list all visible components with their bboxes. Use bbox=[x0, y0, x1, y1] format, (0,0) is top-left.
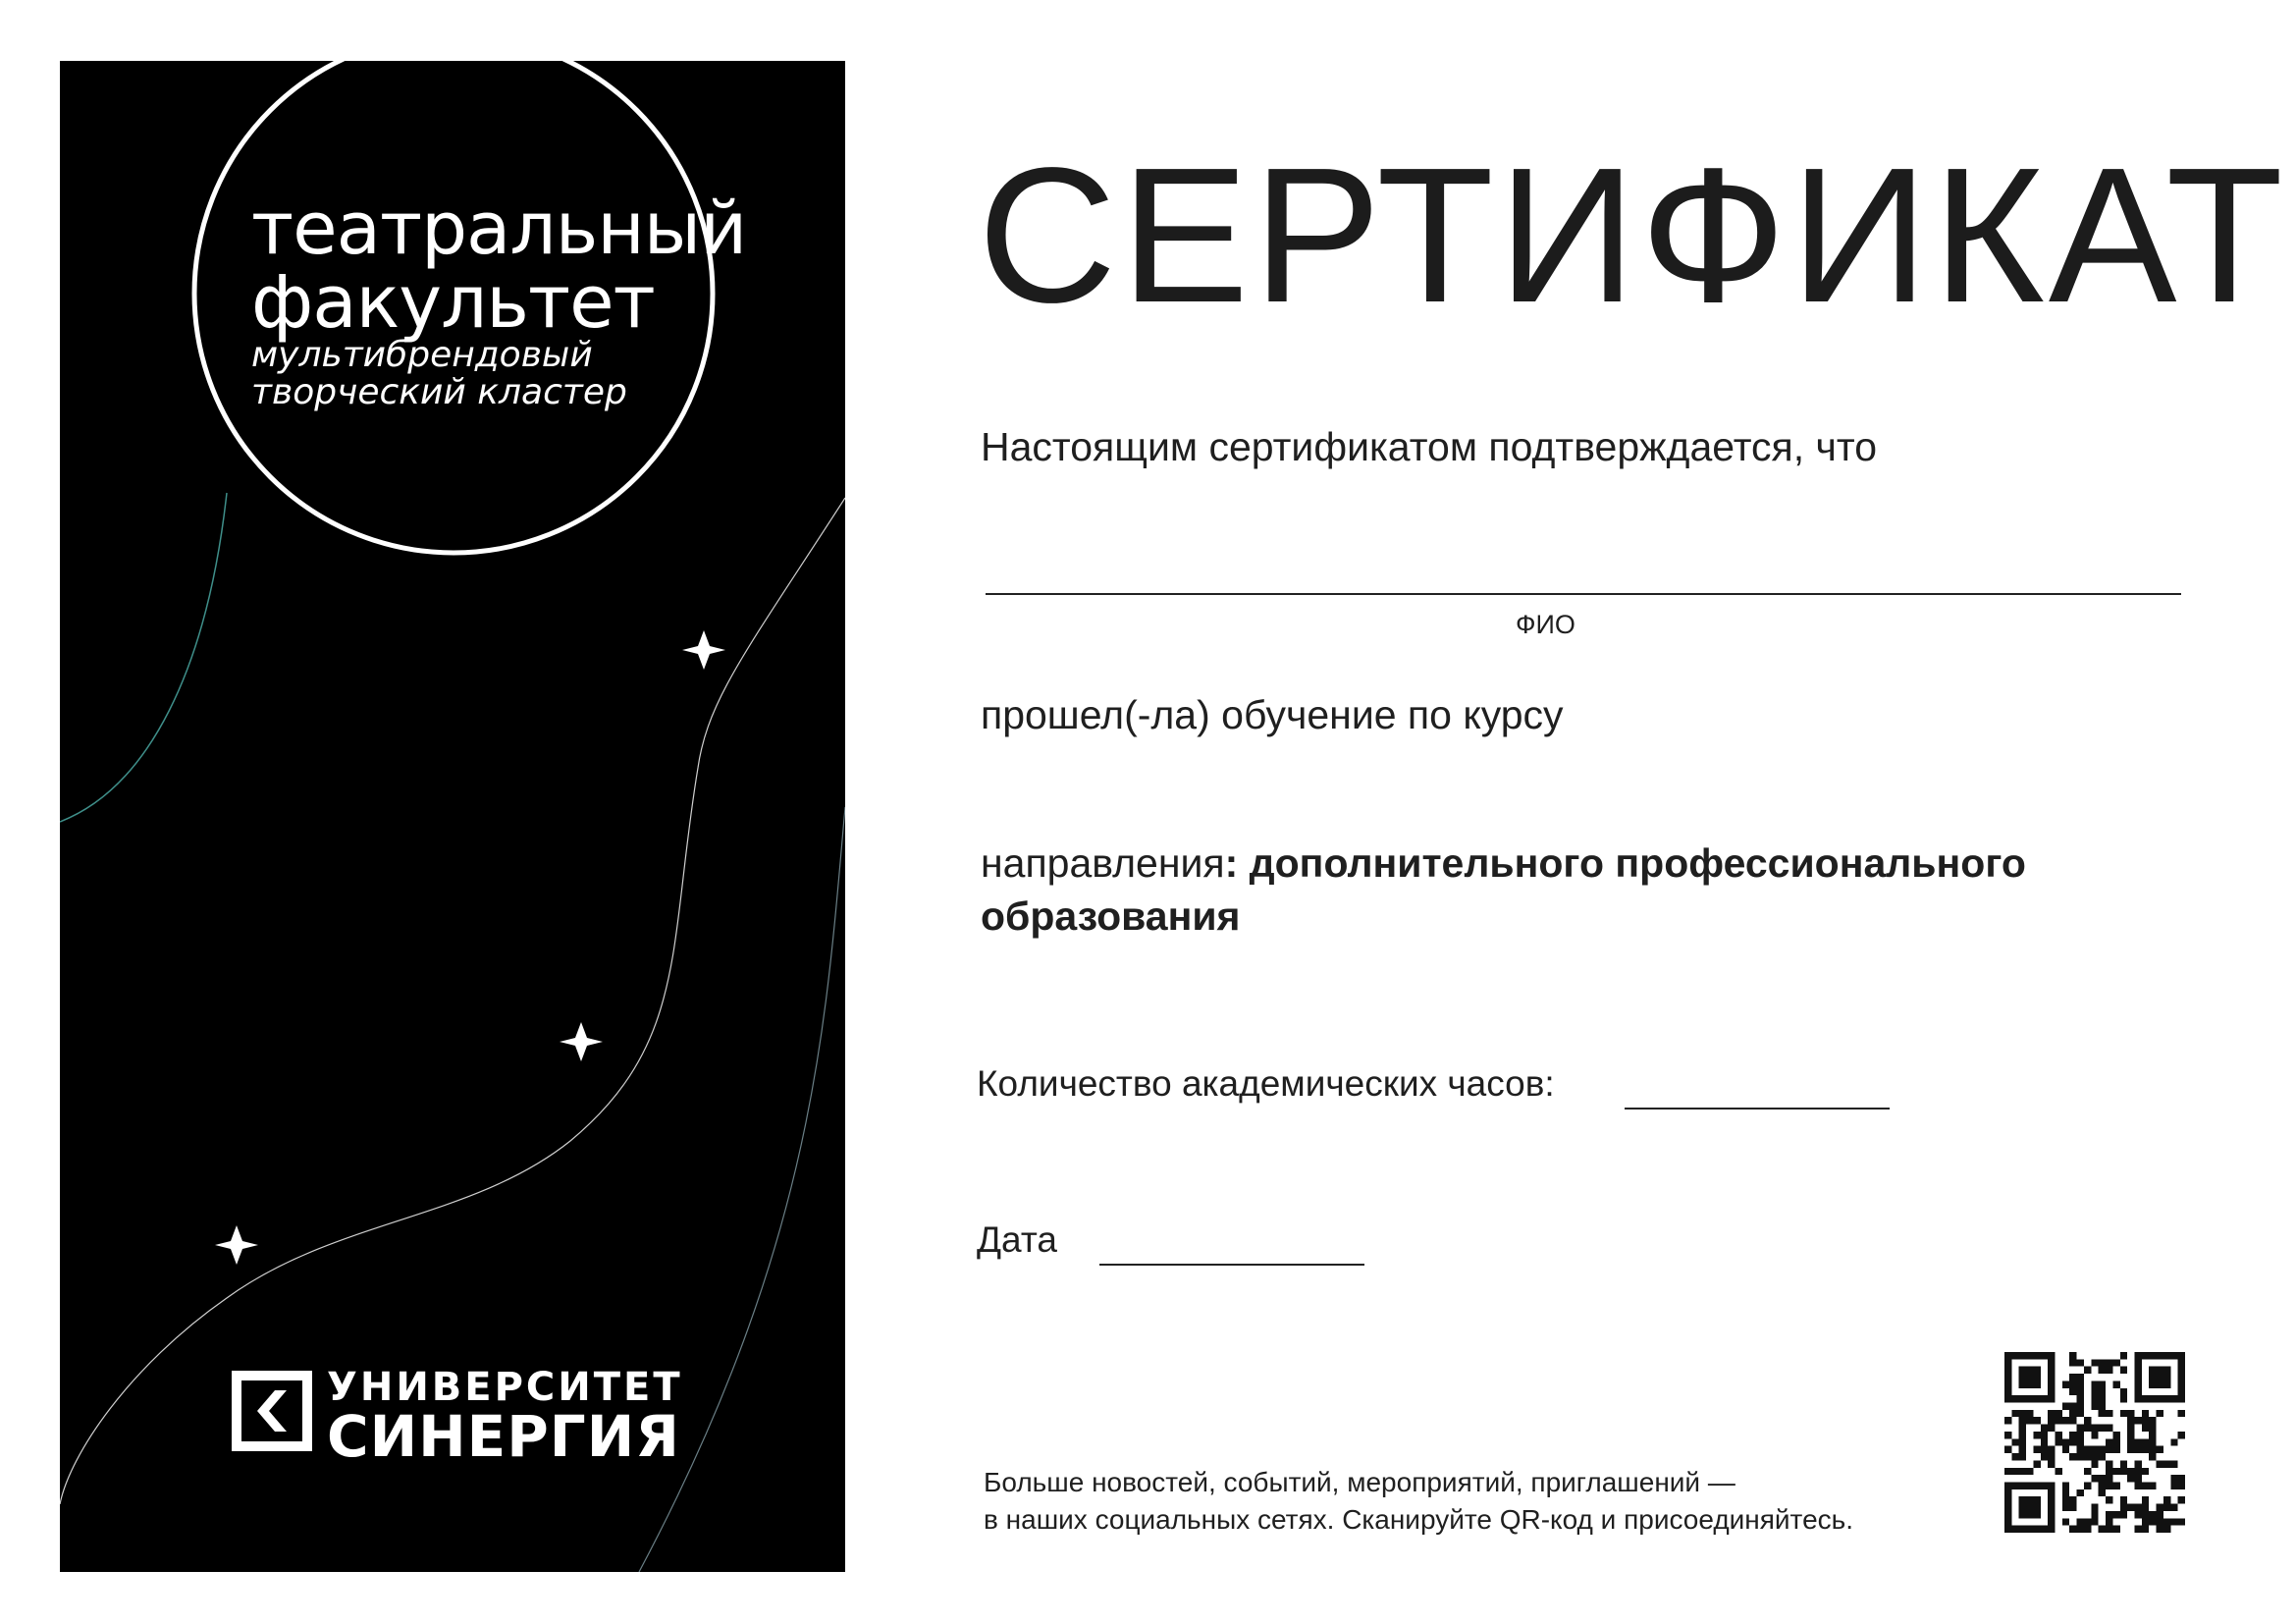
brand-panel bbox=[60, 61, 845, 1572]
intro-text: Настоящим сертификатом подтверждается, что bbox=[981, 424, 1878, 469]
brand-title-line1: театральный bbox=[251, 187, 747, 271]
sparkle-icon bbox=[215, 1225, 258, 1265]
certificate-title: СЕРТИФИКАТ bbox=[978, 128, 2288, 343]
course-text: прошел(-ла) обучение по курсу bbox=[981, 692, 1564, 737]
date-label: Дата bbox=[977, 1219, 1057, 1260]
university-label: УНИВЕРСИТЕТ bbox=[327, 1365, 683, 1410]
direction-prefix: направления bbox=[981, 840, 1225, 886]
sparkle-icon bbox=[560, 1022, 603, 1061]
direction-value: : дополнительного профессионального образования bbox=[981, 840, 2026, 939]
fio-label: ФИО bbox=[1516, 610, 1575, 639]
sparkle-icon bbox=[682, 630, 725, 670]
date-line bbox=[1099, 1264, 1364, 1266]
university-name: СИНЕРГИЯ bbox=[327, 1403, 680, 1470]
brand-subtitle-line1: мультибрендовый bbox=[251, 335, 593, 375]
qr-code-icon bbox=[2004, 1352, 2185, 1533]
synergy-logo-icon bbox=[232, 1371, 312, 1451]
hours-label: Количество академических часов: bbox=[977, 1063, 1555, 1104]
direction-text bbox=[981, 837, 2217, 943]
footer-line2: в наших социальных сетях. Сканируйте QR-код и присоединяйтесь. bbox=[984, 1504, 1854, 1535]
fio-line bbox=[986, 593, 2181, 595]
footer-line1: Больше новостей, событий, мероприятий, приглашений — bbox=[984, 1467, 1735, 1497]
hours-line bbox=[1625, 1108, 1890, 1110]
brand-title-line2: факультет bbox=[251, 260, 655, 345]
brand-subtitle-line2: творческий кластер bbox=[251, 372, 627, 412]
